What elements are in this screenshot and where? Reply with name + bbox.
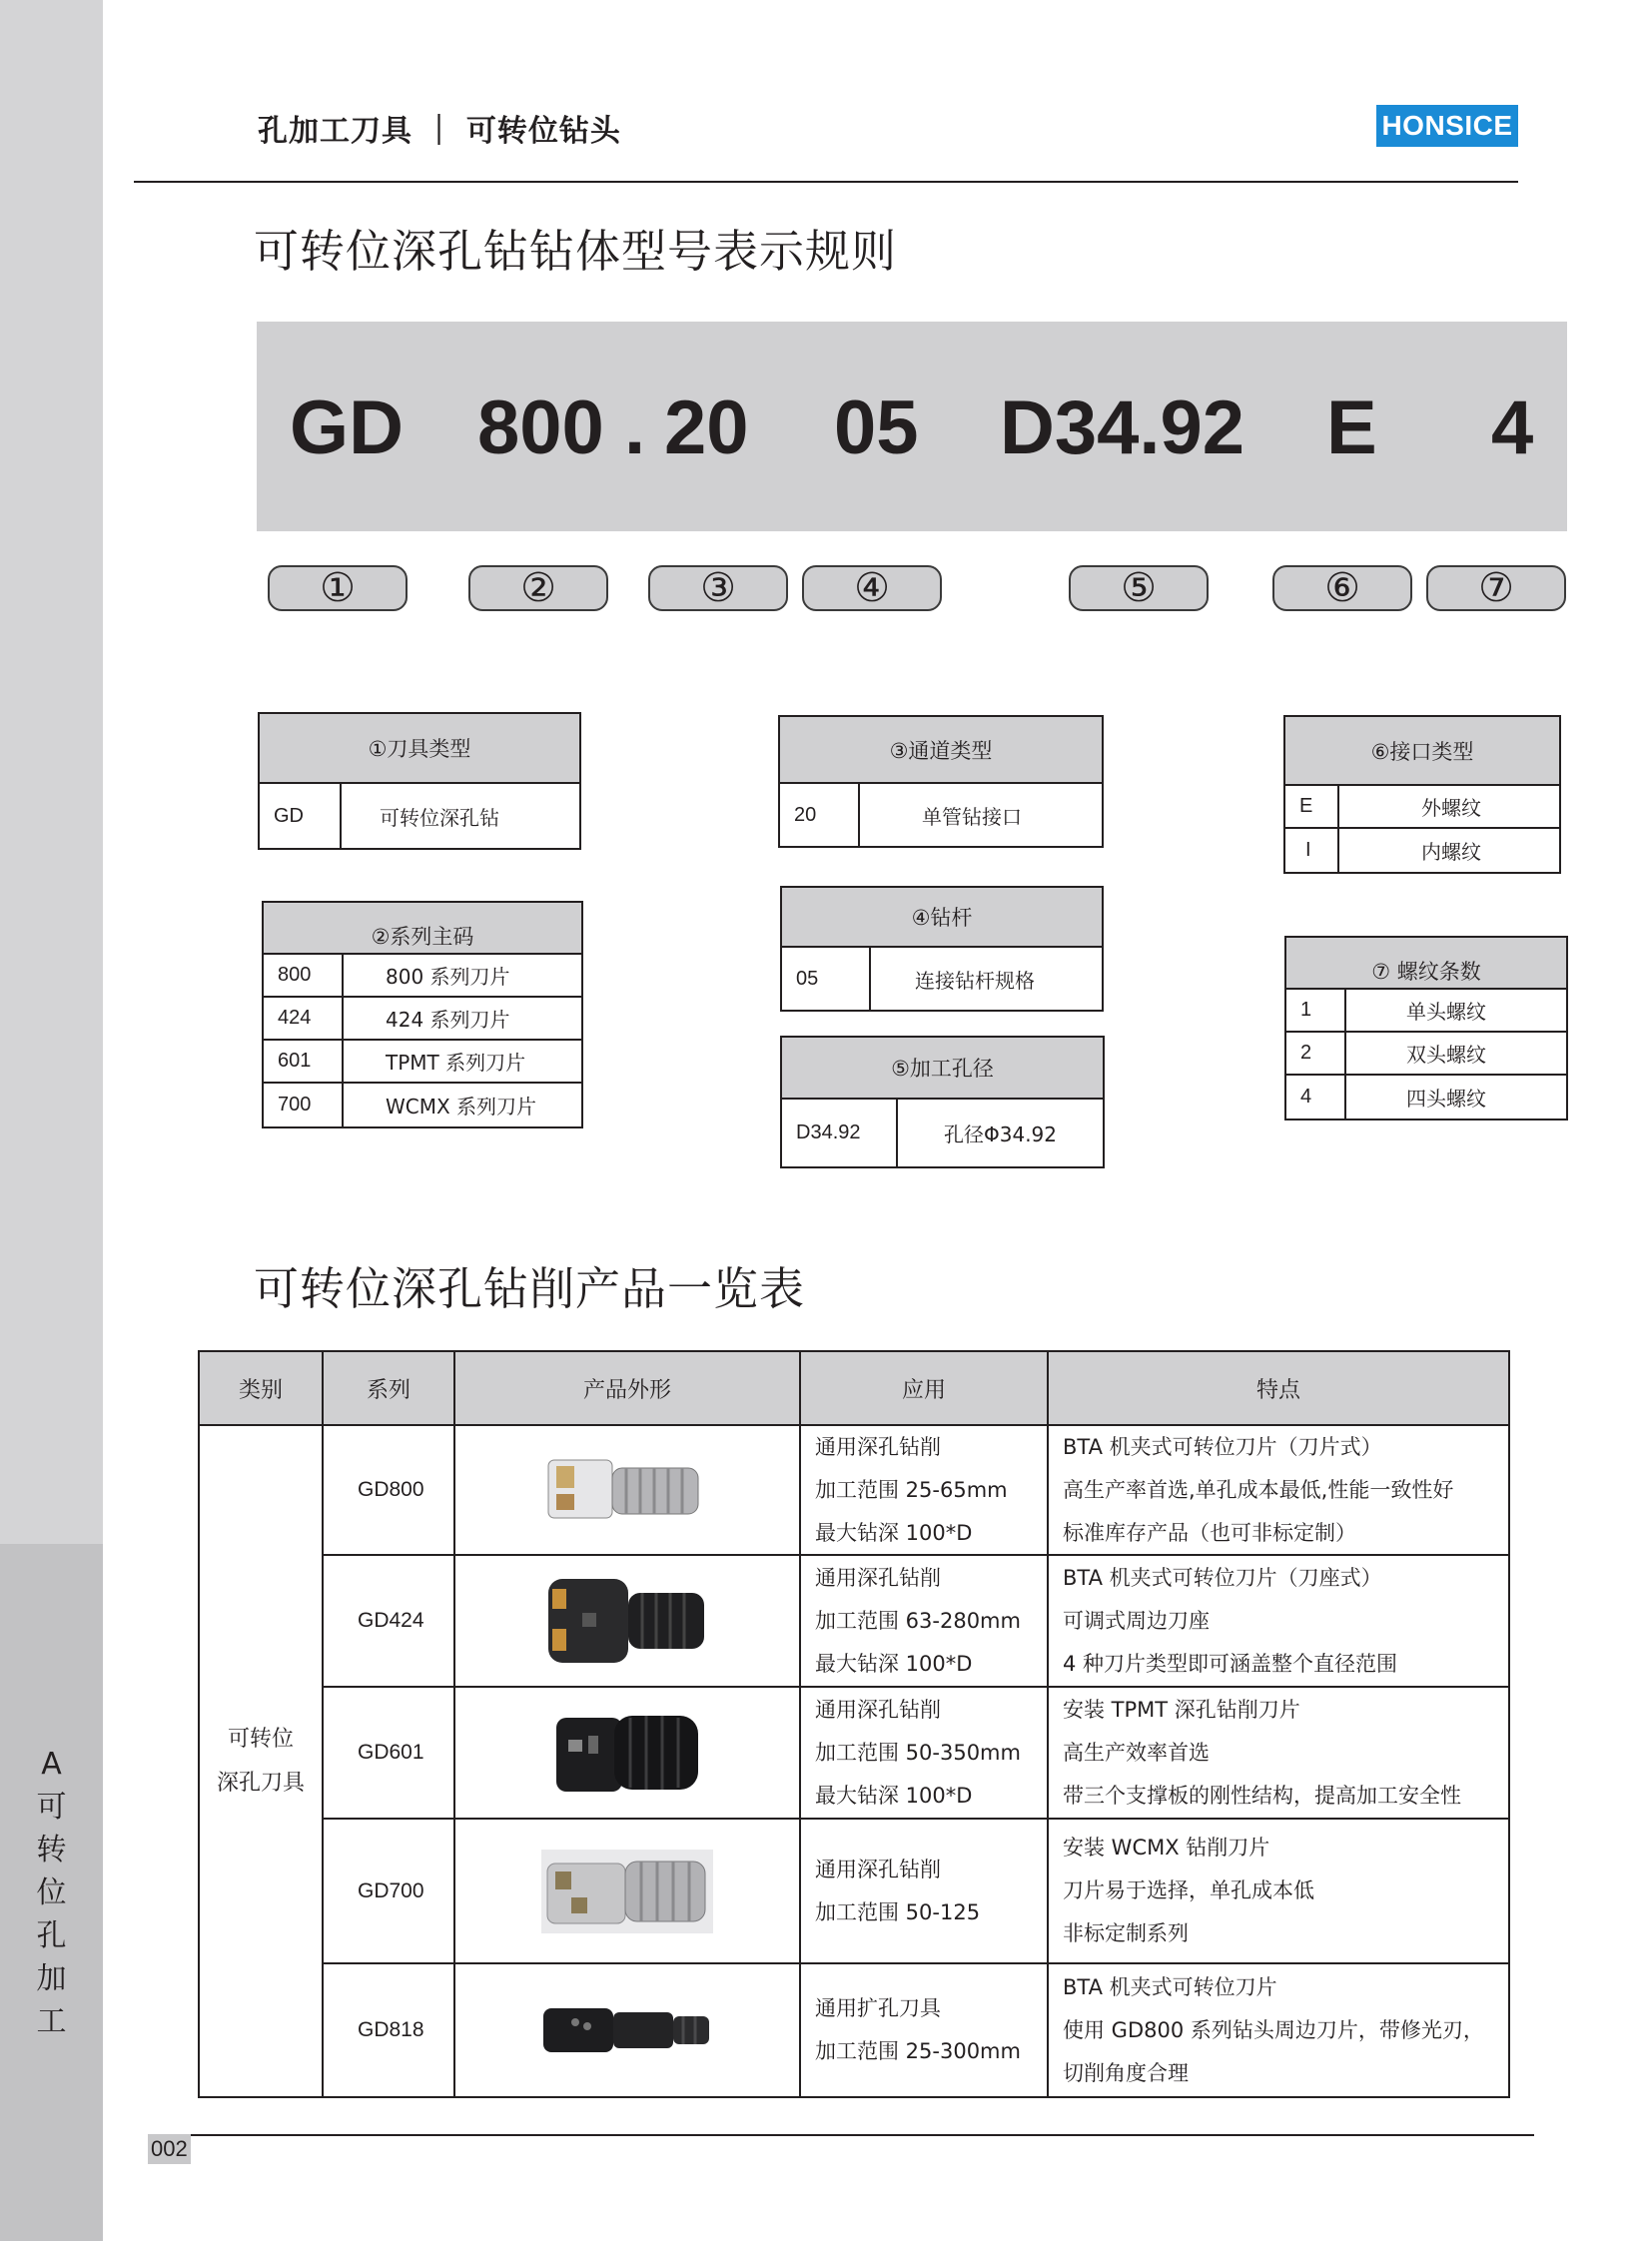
code-segment-type: GD — [290, 385, 404, 470]
spec-row — [1286, 1076, 1566, 1119]
spec-table-title: ①刀具类型 — [260, 714, 579, 784]
spec-code: 601 — [264, 1041, 344, 1082]
spec-table-title: ⑦ 螺纹条数 — [1286, 938, 1566, 990]
features-cell — [1049, 1688, 1508, 1818]
badge-4: ④ — [802, 565, 942, 611]
category-line: 深孔刀具 — [216, 1770, 305, 1796]
features-cell — [1049, 1556, 1508, 1686]
code-segment-series: 800 — [477, 385, 604, 470]
badge-5: ⑤ — [1069, 565, 1209, 611]
spec-row — [264, 998, 581, 1041]
series-cell: GD700 — [324, 1820, 455, 1962]
side-label-char: 可 — [36, 1790, 67, 1825]
product-image-cell — [455, 1964, 801, 2096]
category-cell — [200, 1426, 324, 2096]
application-cell — [801, 1820, 1049, 1962]
spec-row — [260, 784, 579, 848]
badge-2: ② — [468, 565, 608, 611]
feature-line: BTA 机夹式可转位刀片（刀片式） — [1063, 1434, 1382, 1459]
code-segment-interface: E — [1326, 385, 1377, 470]
brand-logo: HONSICE — [1376, 105, 1518, 147]
side-label-char: 加 — [36, 1961, 67, 1996]
table-row — [324, 1556, 1508, 1688]
application-line: 通用深孔钻削 — [815, 1697, 941, 1722]
application-cell — [801, 1688, 1049, 1818]
spec-table-title: ②系列主码 — [264, 903, 581, 955]
spec-row — [264, 1084, 581, 1126]
product-image-cell — [455, 1426, 801, 1554]
spec-row — [264, 1041, 581, 1084]
table-header-row — [200, 1352, 1508, 1426]
features-cell — [1049, 1964, 1508, 2096]
drill-gd800-image — [542, 1450, 712, 1530]
badge-7: ⑦ — [1426, 565, 1566, 611]
code-banner — [257, 322, 1567, 531]
code-segment-threads: 4 — [1491, 385, 1534, 470]
page-number: 002 — [148, 2134, 191, 2164]
code-segment-channel: 20 — [664, 385, 749, 470]
spec-code: 4 — [1286, 1076, 1346, 1119]
spec-table-title: ③通道类型 — [780, 717, 1102, 784]
product-image-cell — [455, 1556, 801, 1686]
code-segment-dot: . — [624, 385, 646, 470]
spec-table-title: ⑤加工孔径 — [782, 1038, 1103, 1100]
spec-code: 2 — [1286, 1033, 1346, 1074]
spec-code: GD — [260, 784, 342, 848]
feature-line: 标准库存产品（也可非标定制） — [1063, 1520, 1356, 1545]
spec-row — [780, 784, 1102, 846]
badge-6: ⑥ — [1272, 565, 1412, 611]
application-line: 加工范围 63-280mm — [815, 1608, 1021, 1633]
features-cell — [1049, 1820, 1508, 1962]
application-cell — [801, 1426, 1049, 1554]
feature-line: 安装 TPMT 深孔钻削刀片 — [1063, 1697, 1300, 1722]
column-header-series: 系列 — [324, 1352, 455, 1424]
code-segment-diameter: D34.92 — [1000, 385, 1245, 470]
application-line: 通用深孔钻削 — [815, 1434, 941, 1459]
column-header-image: 产品外形 — [455, 1352, 801, 1424]
spec-row — [264, 955, 581, 998]
badge-1: ① — [268, 565, 408, 611]
side-label-char: 转 — [36, 1833, 67, 1868]
spec-row — [1285, 786, 1559, 829]
drill-gd601-image — [552, 1710, 702, 1796]
side-chapter-label — [0, 1743, 103, 2043]
spec-row — [782, 948, 1102, 1010]
spec-row — [1286, 1033, 1566, 1076]
application-line: 加工范围 50-125 — [815, 1899, 981, 1924]
spec-code: 1 — [1286, 990, 1346, 1031]
spec-desc: 可转位深孔钻 — [380, 805, 499, 830]
side-label-char: 位 — [36, 1875, 67, 1910]
section-title-product-list: 可转位深孔钻削产品一览表 — [254, 1262, 806, 1315]
application-line: 通用扩孔刀具 — [815, 1996, 941, 2020]
product-table — [198, 1350, 1510, 2098]
code-segment-bar: 05 — [834, 385, 919, 470]
spec-desc: TPMT 系列刀片 — [386, 1051, 526, 1075]
product-rows — [324, 1426, 1508, 2096]
spec-table-drill-bar — [780, 886, 1104, 1012]
table-row — [324, 1688, 1508, 1820]
feature-line: 切削角度合理 — [1063, 2060, 1189, 2085]
product-image-cell — [455, 1820, 801, 1962]
spec-row — [782, 1100, 1103, 1166]
application-line: 最大钻深 100*D — [815, 1520, 973, 1545]
feature-line: 高生产效率首选 — [1063, 1740, 1210, 1765]
application-line: 最大钻深 100*D — [815, 1783, 973, 1808]
column-header-category: 类别 — [200, 1352, 324, 1424]
column-header-features: 特点 — [1255, 1377, 1300, 1403]
table-row — [324, 1964, 1508, 2096]
spec-table-hole-diameter — [780, 1036, 1105, 1168]
footer-divider — [150, 2134, 1534, 2136]
feature-line: 刀片易于选择，单孔成本低 — [1063, 1878, 1314, 1902]
application-cell — [801, 1556, 1049, 1686]
application-line: 加工范围 50-350mm — [815, 1740, 1021, 1765]
category-line: 可转位 — [227, 1726, 294, 1752]
feature-line: 4 种刀片类型即可涵盖整个直径范围 — [1063, 1651, 1398, 1676]
application-line: 加工范围 25-65mm — [815, 1477, 1008, 1502]
section-title-code-rules: 可转位深孔钻钻体型号表示规则 — [254, 225, 898, 278]
series-cell: GD818 — [324, 1964, 455, 2096]
drill-gd700-image — [541, 1850, 713, 1933]
side-label-char: 孔 — [36, 1918, 67, 1953]
features-cell — [1049, 1426, 1508, 1554]
table-row — [324, 1426, 1508, 1556]
spec-desc: 孔径Φ34.92 — [944, 1122, 1057, 1146]
spec-desc: 424 系列刀片 — [386, 1008, 510, 1032]
spec-code: 05 — [782, 948, 871, 1010]
spec-desc: 四头螺纹 — [1406, 1087, 1486, 1111]
spec-desc: 双头螺纹 — [1406, 1043, 1486, 1067]
feature-line: 高生产率首选,单孔成本最低,性能一致性好 — [1063, 1477, 1454, 1502]
spec-table-thread-count — [1284, 936, 1568, 1120]
spec-code: D34.92 — [782, 1100, 898, 1166]
spec-table-series-code — [262, 901, 583, 1128]
feature-line: 可调式周边刀座 — [1063, 1608, 1210, 1633]
badge-3: ③ — [648, 565, 788, 611]
spec-desc: 内螺纹 — [1421, 840, 1481, 864]
application-line: 通用深孔钻削 — [815, 1857, 941, 1881]
spec-table-title: ④钻杆 — [782, 888, 1102, 948]
table-row — [324, 1820, 1508, 1964]
page-header-title: 孔加工刀具 ｜ 可转位钻头 — [258, 114, 621, 149]
feature-line: BTA 机夹式可转位刀片 — [1063, 1974, 1277, 1999]
spec-table-interface-type — [1283, 715, 1561, 874]
spec-desc: 连接钻杆规格 — [915, 968, 1035, 993]
series-cell: GD601 — [324, 1688, 455, 1818]
spec-desc: 单头螺纹 — [1406, 1000, 1486, 1024]
column-header-application: 应用 — [801, 1352, 1049, 1424]
spec-code: I — [1285, 829, 1339, 872]
feature-line: 使用 GD800 系列钻头周边刀片，带修光刃， — [1063, 2017, 1484, 2042]
product-image-cell — [455, 1688, 801, 1818]
application-line: 加工范围 25-300mm — [815, 2039, 1021, 2063]
feature-line: 非标定制系列 — [1063, 1921, 1189, 1945]
spec-code: 20 — [780, 784, 860, 846]
spec-row — [1285, 829, 1559, 872]
series-cell: GD424 — [324, 1556, 455, 1686]
application-line: 通用深孔钻削 — [815, 1565, 941, 1590]
feature-line: 带三个支撑板的刚性结构，提高加工安全性 — [1063, 1783, 1461, 1808]
spec-desc: 800 系列刀片 — [386, 965, 510, 989]
table-body — [200, 1426, 1508, 2096]
spec-desc: WCMX 系列刀片 — [386, 1095, 537, 1119]
feature-line: 安装 WCMX 钻削刀片 — [1063, 1836, 1270, 1860]
spec-table-channel-type — [778, 715, 1104, 848]
side-label-char: A — [41, 1747, 62, 1782]
spec-code: 424 — [264, 998, 344, 1039]
drill-gd424-image — [542, 1573, 712, 1669]
spec-code: E — [1285, 786, 1339, 827]
spec-code: 800 — [264, 955, 344, 996]
side-label-char: 工 — [36, 2004, 67, 2039]
spec-table-title: ⑥接口类型 — [1285, 717, 1559, 786]
spec-table-tool-type — [258, 712, 581, 850]
spec-row — [1286, 990, 1566, 1033]
series-cell: GD800 — [324, 1426, 455, 1554]
application-cell — [801, 1964, 1049, 2096]
feature-line: BTA 机夹式可转位刀片（刀座式） — [1063, 1565, 1382, 1590]
application-line: 最大钻深 100*D — [815, 1651, 973, 1676]
drill-gd818-image — [541, 2000, 713, 2060]
spec-code: 700 — [264, 1084, 344, 1126]
header-divider — [134, 181, 1518, 183]
spec-desc: 外螺纹 — [1421, 796, 1481, 820]
spec-desc: 单管钻接口 — [922, 804, 1022, 829]
